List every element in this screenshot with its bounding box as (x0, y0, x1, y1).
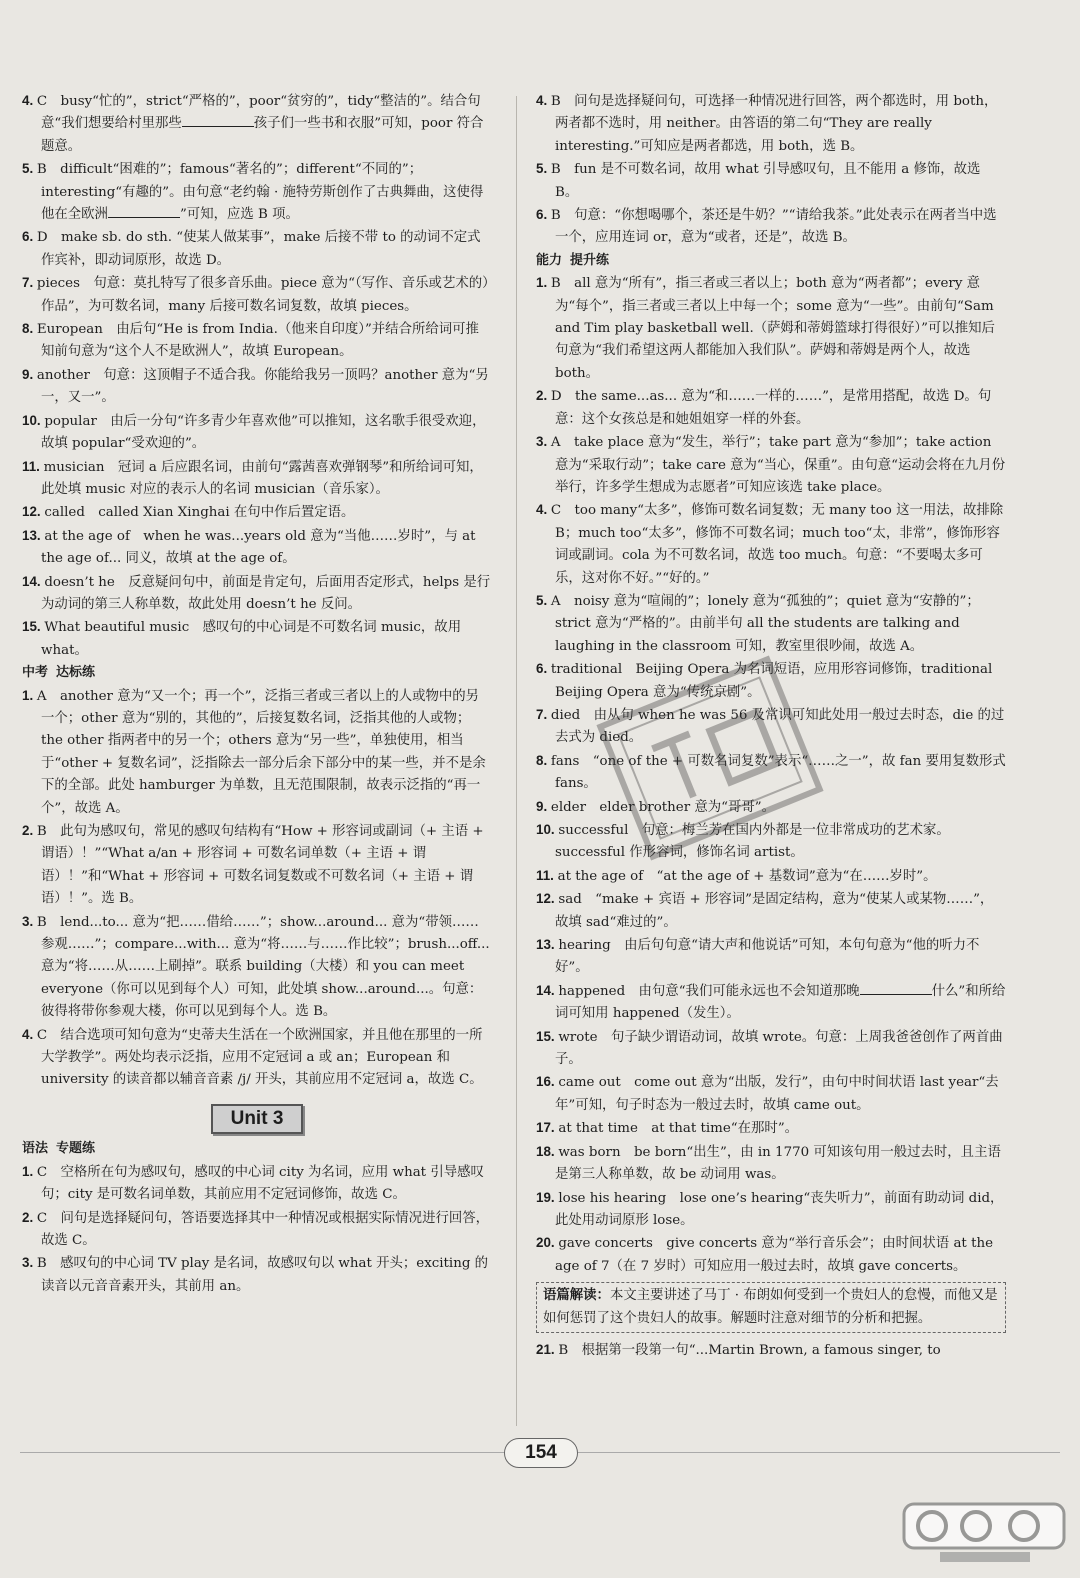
answer-item: 12. sad “make + 宾语 + 形容词”是固定结构，意为“使某人或某物……”，故填 sad“难过的”。 (536, 891, 994, 930)
answer-text: doesn’t he 反意疑问句中，前面是肯定句，后面用否定形式，helps 是行为动词的第三人称单数，故此处用 doesn’t he 反问。 (41, 574, 491, 612)
answer-text: at the age of when he was...years old 意为“当他……岁时”，与 at the age of... 同义，故填 at the age of。 (41, 528, 476, 567)
section-heading-zhongkao: 中考 达标练 (22, 665, 96, 681)
answer-item: 3. B 感叹句的中心词 TV play 是名词，故感叹句以 what 开头；exciting 的读音以元音音素开头，其前用 an。 (22, 1255, 489, 1294)
answer-text: D the same...as... 意为“和……一样的……”，是常用搭配，故选 D。句意：这个女孩总是和她姐姐穿一样的外套。 (550, 389, 992, 427)
answer-item: 18. was born be born“出生”，由 in 1770 可知该句用一般过去时，且主语是第三人称单数，故 be 动词用 was。 (536, 1143, 1001, 1183)
answer-item: 1. A another 意为“又一个；再一个”，泛指三者或三者以上的人或物中的另一个；other 意为“别的，其他的”，后接复数名词，泛指其他的人或物；the other 指两者中的另一个；others 意为“另一些”，单独使用，相当于“other + 复数名词”，泛指除去一部分后余下部分中的某一些，并不是余下的全部。此处 hamburger 为单数，且无范围限制，故表示泛指的“再一个”，故选 A。 (22, 687, 486, 816)
answer-item: 15. wrote 句子缺少谓语动词，故填 wrote。句意：上周我爸爸创作了两首曲子。 (536, 1028, 1003, 1068)
unit-title: Unit 3 (211, 1104, 304, 1134)
answer-item: 5. B fun 是不可数名词，故用 what 引导感叹句，且不能用 a 修饰，故选 B。 (536, 161, 981, 200)
answer-item: 8. European 由后句“He is from India.（他来自印度）”并结合所给词可推知前句意为“这个人不是欧洲人”，故填 European。 (22, 321, 479, 360)
answer-item: 2. B 此句为感叹句，常见的感叹句结构有“How + 形容词或副词（+ 主语 + 谓语）！”“What a/an + 形容词 + 可数名词单数（+ 主语 + 谓语）！”和“What + 形容词 + 可数名词复数或不可数名词（+ 主语 + 谓语）！”。选 B。 (22, 823, 484, 907)
answer-item: 19. lose his hearing lose one’s hearing“丧失听力”，前面有助动词 did，此处用动词原形 lose。 (536, 1189, 1004, 1228)
fill-blank (182, 114, 254, 127)
answer-text: What beautiful music 感叹句的中心词是不可数名词 music，故用 what。 (41, 620, 462, 658)
answer-text: traditional Beijing Opera 为名词短语，应用形容词修饰，traditional Beijing Opera 意为“传统京剧”。 (550, 662, 993, 700)
answer-text: called called Xian Xinghai 在句中作后置定语。 (44, 505, 355, 521)
answer-item: 21. B 根据第一段第一句“...Martin Brown, a famous singer, to (536, 1341, 941, 1358)
answer-text: fans “one of the + 可数名词复数”表示“……之一”，故 fan 要用复数形式 fans。 (550, 753, 1006, 792)
answer-item: 3. B lend...to... 意为“把……借给……”；show...around... 意为“带领……参观……”；compare...with... 意为“将……与……作比较”；brush...off... 意为“将……从……上刷掉”。联系 building（大楼）和 you can meet everyone（你可以见到每个人）可知，此处填 show...around...。句意：彼得将带你参观大楼，你可以见到每个人。选 B。 (22, 913, 490, 1020)
answer-item: 9. another 句意：这顶帽子不适合我。你能给我另一顶吗？another 意为“另一，又一”。 (22, 366, 489, 406)
answer-text: sad “make + 宾语 + 形容词”是固定结构，意为“使某人或某物……”，故填 sad“难过的”。 (555, 892, 994, 930)
answer-text: B difficult“困难的”；famous“著名的”；different“不同的”；interesting“有趣的”。由句意“老约翰 · 施特劳斯创作了古典舞曲，这使得他在全欧洲 (36, 162, 484, 223)
answer-item: 5. A noisy 意为“喧闹的”；lonely 意为“孤独的”；quiet 意为“安静的”；strict 意为“严格的”。由前半句 all the students are talking and laughing in the classroom 可知，教室里很吵闹，故选 A。 (536, 592, 980, 654)
answer-text: successful 句意：梅兰芳在国内外都是一位非常成功的艺术家。successful 作形容词，修饰名词 artist。 (555, 823, 950, 861)
answer-text: 孩子们一些书和衣服”可知，poor 符合题意。 (41, 116, 484, 154)
answer-text: A noisy 意为“喧闹的”；lonely 意为“孤独的”；quiet 意为“安静的”；strict 意为“严格的”。由前半句 all the students are talking and laughing in the classroom 可知，教室里很吵闹，故选 A。 (550, 593, 980, 654)
answer-item: 6. B 句意：“你想喝哪个，茶还是牛奶？”“请给我茶。”此处表示在两者当中选一个，应用连词 or，意为“或者，还是”，故选 B。 (536, 207, 997, 246)
answer-text: B all 意为“所有”，指三者或三者以上；both 意为“两者都”；every 意为“每个”，指三者或三者以上中每一个；some 意为“一些”。由前句“Sam and Tim play basketball well.（萨姆和蒂姆篮球打得很好）”可以推知后句意为“我们希望这两人都能加入我们队”。萨姆和蒂姆是两个人，故选 both。 (550, 276, 995, 381)
answer-text: pieces 句意：莫扎特写了很多音乐曲。piece 意为“（写作、音乐或艺术的）作品”，为可数名词，many 后接可数名词复数，故填 pieces。 (36, 276, 489, 314)
page-number: 154 (504, 1438, 578, 1468)
answer-text: B fun 是不可数名词，故用 what 引导感叹句，且不能用 a 修饰，故选 B。 (550, 162, 981, 200)
answer-item: 10. successful 句意：梅兰芳在国内外都是一位非常成功的艺术家。successful 作形容词，修饰名词 artist。 (536, 822, 950, 861)
passage-analysis-box (536, 1282, 1006, 1333)
column-divider (516, 96, 517, 1426)
answer-text: B 感叹句的中心词 TV play 是名词，故感叹句以 what 开头；exciting 的读音以元音音素开头，其前用 an。 (36, 1256, 489, 1294)
answer-item: 16. came out come out 意为“出版，发行”，由句中时间状语 last year“去年”可知，句子时态为一般过去时，故填 came out。 (536, 1074, 999, 1113)
answer-text: European 由后句“He is from India.（他来自印度）”并结合所给词可推知前句意为“这个人不是欧洲人”，故填 European。 (36, 322, 479, 360)
passage-analysis-label: 语篇解读： (543, 1288, 610, 1304)
answer-text: B 此句为感叹句，常见的感叹句结构有“How + 形容词或副词（+ 主语 + 谓语）！”“What a/an + 形容词 + 可数名词单数（+ 主语 + 谓语）！”和“What + 形容词 + 可数名词复数或不可数名词（+ 主语 + 谓语）！”。选 B。 (36, 824, 484, 907)
answer-text: popular 由后一分句“许多青少年喜欢他”可以推知，这名歌手很受欢迎，故填 popular“受欢迎的”。 (41, 413, 486, 452)
answer-item: 6. D make sb. do sth. “使某人做某事”，make 后接不带 to 的动词不定式作宾补，即动词原形，故选 D。 (22, 229, 481, 268)
answer-text: C too many“太多”，修饰可数名词复数；无 many too 这一用法，故排除 B；much too“太多”，修饰不可数名词；much too“太，非常”，修饰形容词或副词。cola 为不可数名词，故选 too much。句意：“不要喝太多可乐，这对你不好。”“好的。” (550, 503, 1004, 586)
answer-text: D make sb. do sth. “使某人做某事”，make 后接不带 to 的动词不定式作宾补，即动词原形，故选 D。 (36, 230, 481, 268)
answer-item: 5. B difficult“困难的”；famous“著名的”；different“不同的”；interesting“有趣的”。由句意“老约翰 · 施特劳斯创作了古典舞曲，这使得他在全欧洲 ”可知，应选 B 项。 (22, 161, 484, 223)
answer-item: 2. D the same...as... 意为“和……一样的……”，是常用搭配，故选 D。句意：这个女孩总是和她姐姐穿一样的外套。 (536, 388, 992, 427)
answer-item: 9. elder elder brother 意为“哥哥”。 (536, 798, 776, 815)
answer-item: 7. pieces 句意：莫扎特写了很多音乐曲。piece 意为“（写作、音乐或艺术的）作品”，为可数名词，many 后接可数名词复数，故填 pieces。 (22, 275, 489, 314)
site-watermark-logo (900, 1498, 1070, 1568)
answer-text: came out come out 意为“出版，发行”，由句中时间状语 last year“去年”可知，句子时态为一般过去时，故填 came out。 (555, 1075, 999, 1113)
answer-text: musician 冠词 a 后应跟名词，由前句“露茜喜欢弹钢琴”和所给词可知，此处填 music 对应的表示人的名词 musician（音乐家）。 (41, 459, 483, 497)
answer-text: elder elder brother 意为“哥哥”。 (550, 799, 776, 815)
answer-item: 2. C 问句是选择疑问句，答语要选择其中一种情况或根据实际情况进行回答，故选 C。 (22, 1209, 490, 1248)
answer-text: C busy“忙的”，strict“严格的”，poor“贫穷的”，tidy“整洁的”。结合句意“我们想要给村里那些 (36, 94, 481, 132)
answer-item: 11. musician 冠词 a 后应跟名词，由前句“露茜喜欢弹钢琴”和所给词可知，此处填 music 对应的表示人的名词 musician（音乐家）。 (22, 458, 483, 497)
answer-item: 13. hearing 由后句句意“请大声和他说话”可知，本句句意为“他的听力不好”。 (536, 937, 980, 976)
answer-text: at that time at that time“在那时”。 (558, 1121, 799, 1137)
answer-item: 15. What beautiful music 感叹句的中心词是不可数名词 music，故用 what。 (22, 619, 462, 658)
left-column (22, 90, 492, 1298)
answer-item: 4. C too many“太多”，修饰可数名词复数；无 many too 这一用法，故排除 B；much too“太多”，修饰不可数名词；much too“太，非常”，修饰形容词或副词。cola 为不可数名词，故选 too much。句意：“不要喝太多可乐，这对你不好。”“好的。” (536, 502, 1004, 586)
answer-item: 4. C busy“忙的”，strict“严格的”，poor“贫穷的”，tidy“整洁的”。结合句意“我们想要给村里那些 孩子们一些书和衣服”可知，poor 符合题意。 (22, 93, 484, 154)
answer-item: 13. at the age of when he was...years old 意为“当他……岁时”，与 at the age of... 同义，故填 at the age of。 (22, 527, 476, 567)
answer-text: happened 由句意“我们可能永远也不会知道那晚 (558, 983, 860, 999)
answer-item: 11. at the age of “at the age of + 基数词”意为“在……岁时”。 (536, 867, 937, 884)
answer-item: 12. called called Xian Xinghai 在句中作后置定语。 (22, 504, 355, 521)
answer-text: B 问句是选择疑问句，可选择一种情况进行回答，两个都选时，用 both，两者都不选时，用 neither。由答语的第二句“They are really interesting.”可知应是两者都选，用 both，选 B。 (550, 94, 998, 154)
answer-item: 6. traditional Beijing Opera 为名词短语，应用形容词修饰，traditional Beijing Opera 意为“传统京剧”。 (536, 661, 993, 700)
answer-item: 8. fans “one of the + 可数名词复数”表示“……之一”，故 fan 要用复数形式 fans。 (536, 752, 1006, 792)
answer-item: 20. gave concerts give concerts 意为“举行音乐会”；由时间状语 at the age of 7（在 7 岁时）可知应用一般过去时，故填 gave concerts。 (536, 1235, 993, 1274)
answer-text: C 结合选项可知句意为“史蒂夫生活在一个欧洲国家，并且他在那里的一所大学教学”。两处均表示泛指，应用不定冠词 a 或 an；European 和 university 的读音都以辅音音素 /j/ 开头，其前应用不定冠词 a，故选 C。 (36, 1027, 483, 1088)
answer-item: 4. B 问句是选择疑问句，可选择一种情况进行回答，两个都选时，用 both，两者都不选时，用 neither。由答语的第二句“They are really interesting.”可知应是两者都选，用 both，选 B。 (536, 93, 998, 154)
stamp-glyph (652, 708, 776, 805)
answer-item: 4. C 结合选项可知句意为“史蒂夫生活在一个欧洲国家，并且他在那里的一所大学教学”。两处均表示泛指，应用不定冠词 a 或 an；European 和 university 的读音都以辅音音素 /j/ 开头，其前应用不定冠词 a，故选 C。 (22, 1026, 483, 1088)
answer-item: 14. happened 由句意“我们可能永远也不会知道那晚 什么”和所给词可知用 happened（发生）。 (536, 982, 1006, 1022)
answer-text: C 空格所在句为感叹句，感叹的中心词 city 为名词，应用 what 引导感叹句；city 是可数名词单数，其前应用不定冠词修饰，故选 C。 (36, 1164, 484, 1203)
answer-item: 14. doesn’t he 反意疑问句中，前面是肯定句，后面用否定形式，helps 是行为动词的第三人称单数，故此处用 doesn’t he 反问。 (22, 573, 491, 612)
answer-text: died 由从句 when he was 56 及常识可知此处用一般过去时态，die 的过去式为 died。 (550, 707, 1005, 746)
answer-text: A another 意为“又一个；再一个”，泛指三者或三者以上的人或物中的另一个；other 意为“别的，其他的”，后接复数名词，泛指其他的人或物；the other 指两者中的另一个；others 意为“另一些”，单独使用，相当于“other + 复数名词”，泛指除去一部分后余下部分中的某一些，并不是余下的全部。此处 hamburger 为单数，且无范围限制，故表示泛指的“再一个”，故选 A。 (36, 688, 486, 816)
answer-item: 1. C 空格所在句为感叹句，感叹的中心词 city 为名词，应用 what 引导感叹句；city 是可数名词单数，其前应用不定冠词修饰，故选 C。 (22, 1163, 484, 1203)
fill-blank (860, 982, 932, 995)
watermark-underline (940, 1552, 1030, 1562)
answer-text: B 根据第一段第一句“...Martin Brown, a famous singer, to (558, 1342, 941, 1358)
answer-text: 什么”和所给词可知用 happened（发生）。 (555, 983, 1006, 1022)
answer-item: 7. died 由从句 when he was 56 及常识可知此处用一般过去时态，die 的过去式为 died。 (536, 706, 1005, 746)
section-heading-grammar: 语法 专题练 (22, 1141, 96, 1157)
answer-text: another 句意：这顶帽子不适合我。你能给我另一顶吗？another 意为“另一，又一”。 (36, 367, 489, 406)
answer-text: was born be born“出生”，由 in 1770 可知该句用一般过去时，且主语是第三人称单数，故 be 动词用 was。 (555, 1144, 1001, 1183)
fill-blank (108, 205, 180, 218)
passage-analysis-text: 本文主要讲述了马丁 · 布朗如何受到一个贵妇人的怠慢，而他又是如何惩罚了这个贵妇人的故事。解题时注意对细节的分析和把握。 (543, 1288, 998, 1326)
stamp-border (600, 659, 819, 856)
section-heading-ability: 能力 提升练 (536, 252, 610, 268)
answer-text: ”可知，应选 B 项。 (179, 207, 299, 223)
answer-text: B 句意：“你想喝哪个，茶还是牛奶？”“请给我茶。”此处表示在两者当中选一个，应用连词 or，意为“或者，还是”，故选 B。 (550, 208, 997, 246)
answer-text: B lend...to... 意为“把……借给……”；show...around... 意为“带领……参观……”；compare...with... 意为“将……与……作比较”；brush...off... 意为“将……从……上刷掉”。联系 building（大楼）和 you can meet everyone（你可以见到每个人）可知，此处填 show...around...。句意：彼得将带你参观大楼，你可以见到每个人。选 B。 (36, 914, 490, 1020)
answer-item: 3. A take place 意为“发生，举行”；take part 意为“参加”；take action 意为“采取行动”；take care 意为“当心，保重”。由句意“运动会将在九月份举行，许多学生想成为志愿者”可知应该选 take place。 (536, 434, 1006, 495)
answer-text: hearing 由后句句意“请大声和他说话”可知，本句句意为“他的听力不好”。 (555, 938, 980, 976)
answer-text: C 问句是选择疑问句，答语要选择其中一种情况或根据实际情况进行回答，故选 C。 (36, 1210, 490, 1248)
answer-item: 17. at that time at that time“在那时”。 (536, 1120, 799, 1137)
answer-text: wrote 句子缺少谓语动词，故填 wrote。句意：上周我爸爸创作了两首曲子。 (555, 1029, 1003, 1068)
answer-text: lose his hearing lose one’s hearing“丧失听力”，前面有助动词 did，此处用动词原形 lose。 (555, 1190, 1004, 1228)
answer-text: at the age of “at the age of + 基数词”意为“在……岁时”。 (557, 868, 937, 884)
answer-item: 10. popular 由后一分句“许多青少年喜欢他”可以推知，这名歌手很受欢迎，故填 popular“受欢迎的”。 (22, 412, 486, 452)
answer-item: 1. B all 意为“所有”，指三者或三者以上；both 意为“两者都”；every 意为“每个”，指三者或三者以上中每一个；some 意为“一些”。由前句“Sam and Tim play basketball well.（萨姆和蒂姆篮球打得很好）”可以推知后句意为“我们希望这两人都能加入我们队”。萨姆和蒂姆是两个人，故选 both。 (536, 275, 995, 381)
answer-text: A take place 意为“发生，举行”；take part 意为“参加”；take action 意为“采取行动”；take care 意为“当心，保重”。由句意“运动会将在九月份举行，许多学生想成为志愿者”可知应该选 take place。 (550, 435, 1006, 495)
unit-heading (22, 1104, 492, 1134)
page-footer (0, 1436, 1080, 1472)
answer-text: gave concerts give concerts 意为“举行音乐会”；由时间状语 at the age of 7（在 7 岁时）可知应用一般过去时，故填 gave concerts。 (555, 1236, 993, 1274)
